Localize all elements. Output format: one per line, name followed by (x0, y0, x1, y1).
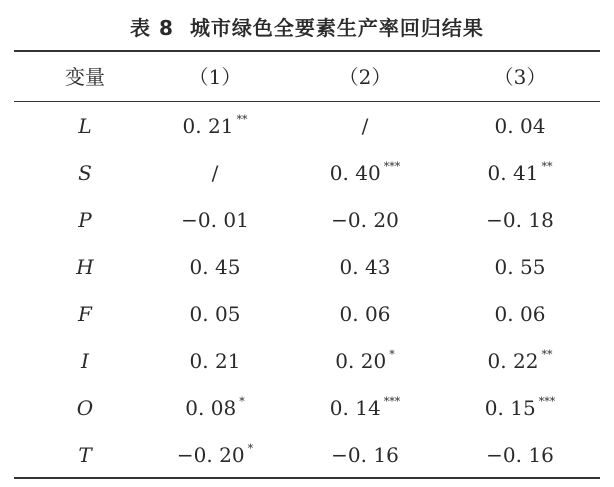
variable-cell: P (78, 208, 92, 232)
value-cell (440, 338, 600, 384)
value-cell (440, 432, 600, 478)
significance-stars: * (239, 395, 245, 408)
value-cell (290, 244, 440, 290)
coefficient-value: 0. 40 (329, 161, 381, 185)
table-top-rule (14, 50, 600, 52)
coefficient-value: 0. 45 (189, 255, 241, 279)
value-cell (290, 103, 440, 149)
variable-cell: I (81, 349, 89, 373)
value-cell (140, 291, 290, 337)
coefficient-value: 0. 41 (487, 161, 539, 185)
table-header-rule (14, 101, 600, 102)
coefficient-value: −0. 01 (181, 208, 249, 232)
value-cell (440, 291, 600, 337)
table-row (0, 197, 614, 243)
table-row (0, 432, 614, 478)
table-row (0, 150, 614, 196)
value-cell (140, 197, 290, 243)
coefficient-value: 0. 06 (494, 302, 546, 326)
variable-cell: H (76, 255, 94, 279)
value-cell (440, 197, 600, 243)
coefficient-value: 0. 14 (329, 396, 381, 420)
value-cell (440, 150, 600, 196)
table-bottom-rule (14, 477, 600, 479)
coefficient-value: −0. 16 (486, 443, 554, 467)
coefficient-value: / (211, 161, 219, 185)
coefficient-value: −0. 18 (486, 208, 554, 232)
table-number: 表 8 (130, 16, 174, 40)
value-cell (140, 244, 290, 290)
value-cell (140, 103, 290, 149)
variable-cell: L (78, 114, 92, 138)
coefficient-value: 0. 21 (182, 114, 234, 138)
coefficient-value: / (361, 114, 369, 138)
value-cell (290, 197, 440, 243)
table-row (0, 103, 614, 149)
significance-stars: * (389, 348, 395, 361)
coefficient-value: 0. 55 (494, 255, 546, 279)
coefficient-value: 0. 21 (189, 349, 241, 373)
value-cell (140, 150, 290, 196)
variable-cell: T (78, 443, 92, 467)
value-cell (140, 338, 290, 384)
coefficient-value: 0. 05 (189, 302, 241, 326)
table-row (0, 385, 614, 431)
value-cell (290, 385, 440, 431)
variable-cell: O (76, 396, 94, 420)
value-cell (440, 244, 600, 290)
value-cell (140, 385, 290, 431)
table-header-row (0, 54, 614, 100)
coefficient-value: 0. 15 (484, 396, 536, 420)
coefficient-value: 0. 22 (487, 349, 539, 373)
variable-cell: F (78, 302, 92, 326)
coefficient-value: −0. 20 (176, 443, 245, 467)
table-row (0, 244, 614, 290)
coefficient-value: 0. 43 (339, 255, 391, 279)
significance-stars: ** (541, 160, 553, 173)
coefficient-value: 0. 04 (494, 114, 546, 138)
coefficient-value: 0. 06 (339, 302, 391, 326)
table-row (0, 338, 614, 384)
table-row (0, 291, 614, 337)
significance-stars: *** (538, 395, 556, 408)
table-caption (0, 12, 614, 41)
significance-stars: ** (236, 113, 248, 126)
value-cell (290, 150, 440, 196)
value-cell (290, 338, 440, 384)
variable-cell: S (78, 161, 92, 185)
significance-stars: * (247, 442, 254, 455)
coefficient-value: −0. 16 (331, 443, 399, 467)
value-cell (440, 103, 600, 149)
significance-stars: *** (383, 160, 401, 173)
header-col-2: （2） (338, 65, 392, 89)
header-col-3: （3） (493, 65, 547, 89)
value-cell (290, 291, 440, 337)
significance-stars: *** (383, 395, 401, 408)
header-col-1: （1） (188, 65, 242, 89)
significance-stars: ** (541, 348, 553, 361)
coefficient-value: 0. 20 (335, 349, 387, 373)
coefficient-value: −0. 20 (331, 208, 399, 232)
value-cell (140, 432, 290, 478)
header-variable: 变量 (65, 65, 105, 89)
table-title: 城市绿色全要素生产率回归结果 (189, 16, 484, 40)
value-cell (290, 432, 440, 478)
coefficient-value: 0. 08 (185, 396, 237, 420)
value-cell (440, 385, 600, 431)
